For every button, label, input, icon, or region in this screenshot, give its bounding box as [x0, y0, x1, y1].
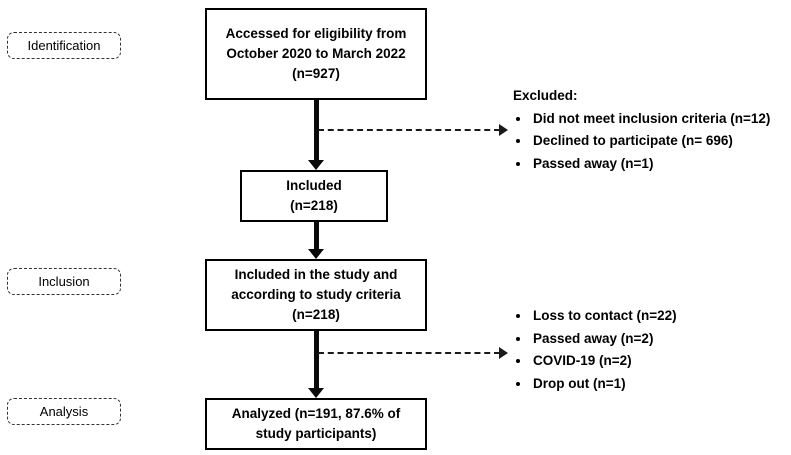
arrowhead-right-icon	[499, 124, 508, 136]
flow-box-eligibility-line1: Accessed for eligibility from	[225, 25, 407, 41]
list-item: • COVID-19 (n=2)	[531, 351, 785, 371]
stage-label-inclusion: Inclusion	[38, 274, 90, 289]
list-item: • Drop out (n=1)	[531, 374, 785, 394]
list-item: • Passed away (n=2)	[531, 329, 785, 349]
connector-line-included-to-study	[314, 222, 319, 250]
dashed-connector-excluded	[318, 129, 500, 131]
flow-box-included-line1: Included	[286, 177, 342, 193]
list-item: • Declined to participate (n= 696)	[531, 131, 785, 151]
flow-box-eligibility	[205, 8, 427, 100]
stage-label-identification: Identification	[27, 38, 101, 53]
flow-box-eligibility-line2: October 2020 to March 2022	[226, 45, 406, 61]
exclusion-list-1-title: Excluded:	[513, 88, 578, 103]
flow-box-included-study-line2: according to study criteria	[231, 286, 401, 302]
stage-box-analysis	[7, 398, 121, 425]
flow-box-eligibility-line3: (n=927)	[292, 66, 340, 82]
flow-box-included-study-line1: Included in the study and	[234, 266, 398, 282]
list-item: • Did not meet inclusion criteria (n=12)	[531, 109, 785, 129]
stage-box-identification	[7, 32, 121, 59]
dashed-connector-dropout	[318, 352, 500, 354]
flow-box-included	[240, 170, 388, 222]
list-item: • Passed away (n=1)	[531, 154, 785, 174]
flow-box-analyzed-line1: Analyzed (n=191, 87.6% of	[231, 405, 401, 421]
flow-box-included-line2: (n=218)	[290, 198, 338, 213]
exclusion-list-2-items	[531, 306, 785, 393]
exclusion-list-1	[513, 86, 785, 176]
exclusion-list-2	[513, 303, 785, 396]
flow-box-included-study	[205, 259, 427, 331]
exclusion-list-1-items	[531, 109, 785, 174]
list-item: • Loss to contact (n=22)	[531, 306, 785, 326]
stage-box-inclusion	[7, 268, 121, 295]
arrowhead-right-icon	[499, 347, 508, 359]
arrowhead-down-icon	[308, 160, 324, 170]
arrowhead-down-icon	[308, 388, 324, 398]
stage-label-analysis: Analysis	[39, 404, 89, 419]
connector-line-study-to-analyzed	[314, 331, 319, 389]
flow-box-analyzed-line2: study participants)	[255, 426, 377, 441]
flow-box-included-study-line3: (n=218)	[292, 307, 340, 323]
flow-box-analyzed	[205, 398, 427, 450]
arrowhead-down-icon	[308, 249, 324, 259]
